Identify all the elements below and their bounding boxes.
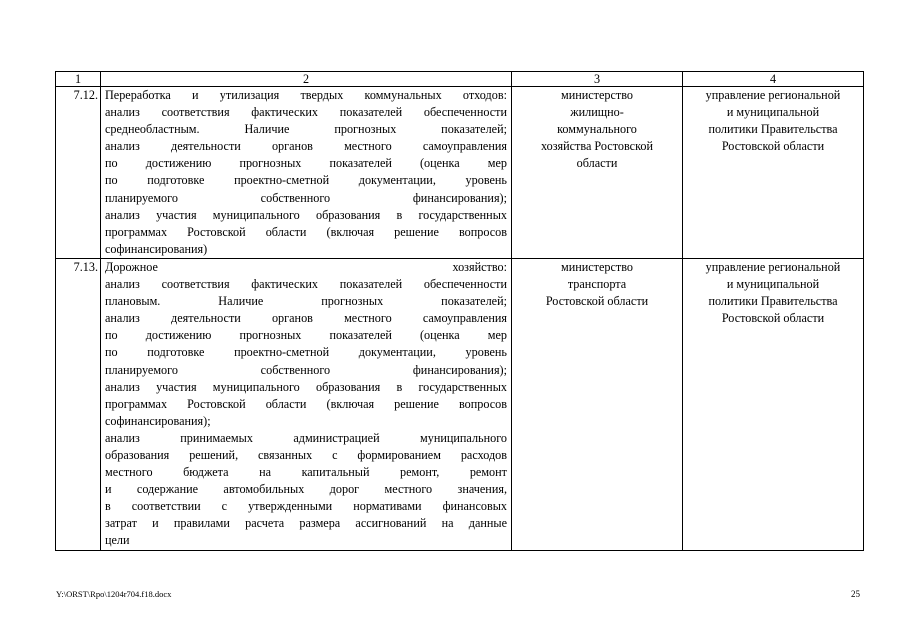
header-cell-3: 3 xyxy=(512,72,683,87)
description-line: по достижению прогнозных показателей (оценка мер xyxy=(105,156,507,171)
header-cell-1: 1 xyxy=(56,72,101,87)
description-line: по подготовке проектно-сметной документации, уровень xyxy=(105,345,507,360)
table-row xyxy=(56,258,864,550)
co-executor-line: Ростовской области xyxy=(721,139,825,154)
description-line: по достижению прогнозных показателей (оценка мер xyxy=(105,328,507,343)
ministry-line: жилищно- xyxy=(570,105,624,120)
description-line: анализ деятельности органов местного самоуправления xyxy=(105,139,507,154)
description-line: Переработка и утилизация твердых коммунальных отходов: xyxy=(105,88,507,102)
description-line: среднеобластным. Наличие прогнозных показателей; xyxy=(105,122,507,137)
ministry-line: хозяйства Ростовской xyxy=(540,139,653,154)
description-line: плановым. Наличие прогнозных показателей; xyxy=(105,294,507,309)
ministry-line: области xyxy=(576,156,618,171)
description-line: в соответствии с утвержденными нормативами финансовых xyxy=(105,499,507,514)
ministry-line: министерство xyxy=(560,88,634,102)
responsible-ministry xyxy=(512,87,683,259)
table-row xyxy=(56,87,864,259)
row-number: 7.12. xyxy=(56,87,101,259)
row-number: 7.13. xyxy=(56,258,101,550)
description-line: затрат и правилами расчета размера ассигнований на данные xyxy=(105,516,507,531)
row-description xyxy=(101,87,512,259)
file-path-footer: Y:\ORST\Rpo\1204r704.f18.docx xyxy=(56,589,172,599)
description-line: планируемого собственного финансирования); xyxy=(105,190,507,205)
description-line: программах Ростовской области (включая решение вопросов xyxy=(105,224,507,239)
description-line: анализ участия муниципального образования в государственных xyxy=(105,379,507,394)
description-line: по подготовке проектно-сметной документации, уровень xyxy=(105,173,507,188)
co-executor xyxy=(683,87,864,259)
description-line: анализ принимаемых администрацией муниципального xyxy=(105,430,507,445)
table-header-row xyxy=(56,72,864,87)
co-executor-line: политики Правительства xyxy=(708,294,838,309)
description-line: Дорожное хозяйство: xyxy=(105,259,507,274)
description-line: местного бюджета на капитальный ремонт, ремонт xyxy=(105,465,507,480)
co-executor-line: управление региональной xyxy=(705,259,841,274)
co-executor-line: Ростовской области xyxy=(721,311,825,326)
document-table xyxy=(55,71,864,551)
description-line: цели xyxy=(105,533,130,548)
description-line: анализ соответствия фактических показателей обеспеченности xyxy=(105,105,507,120)
header-cell-2: 2 xyxy=(101,72,512,87)
description-line: образования решений, связанных с формированием расходов xyxy=(105,447,507,462)
ministry-line: транспорта xyxy=(567,277,627,292)
ministry-line: министерство xyxy=(560,259,634,274)
co-executor-line: управление региональной xyxy=(705,88,841,102)
description-line: анализ деятельности органов местного самоуправления xyxy=(105,311,507,326)
description-line: анализ соответствия фактических показателей обеспеченности xyxy=(105,277,507,292)
description-line: планируемого собственного финансирования); xyxy=(105,362,507,377)
co-executor xyxy=(683,258,864,550)
ministry-line: Ростовской области xyxy=(545,294,649,309)
header-cell-4: 4 xyxy=(683,72,864,87)
description-line: программах Ростовской области (включая решение вопросов xyxy=(105,396,507,411)
page-number: 25 xyxy=(851,589,860,599)
description-line: анализ участия муниципального образования в государственных xyxy=(105,207,507,222)
description-line: софинансирования) xyxy=(105,241,208,256)
ministry-line: коммунального xyxy=(557,122,637,137)
co-executor-line: и муниципальной xyxy=(726,105,820,120)
responsible-ministry xyxy=(512,258,683,550)
description-line: и содержание автомобильных дорог местного значения, xyxy=(105,482,507,497)
co-executor-line: политики Правительства xyxy=(708,122,838,137)
description-line: софинансирования); xyxy=(105,413,211,428)
co-executor-line: и муниципальной xyxy=(726,277,820,292)
row-description xyxy=(101,258,512,550)
